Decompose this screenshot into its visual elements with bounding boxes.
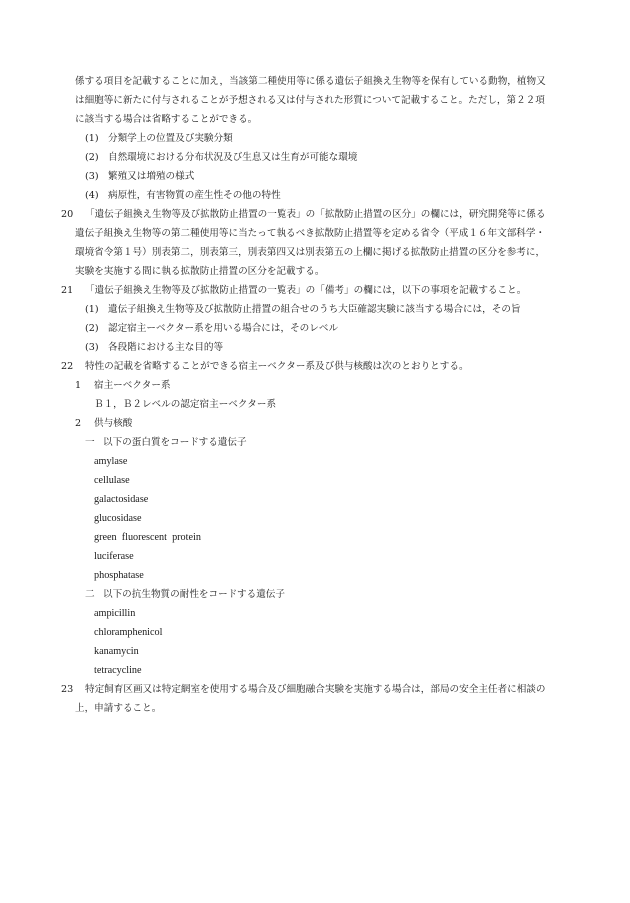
section-21-item-1-num: (1) <box>85 304 99 315</box>
intro-item-4-num: (4) <box>85 190 99 201</box>
intro-item-2: 自然環境における分布状況及び生息又は生育が可能な環境 <box>108 152 358 163</box>
section-22-sub-2-title: 供与核酸 <box>94 418 133 429</box>
section-22-text: 特性の記載を省略することができる宿主ーベクター系及び供与核酸は次のとおりとする。 <box>85 361 469 372</box>
group-a-num: 一 <box>85 437 95 448</box>
intro-item-1: 分類学上の位置及び実験分類 <box>108 133 233 144</box>
section-20-line-3: 環境省令第１号）別表第二，別表第三，別表第四又は別表第五の上欄に掲げる拡散防止措置の区分を参考に， <box>75 247 546 258</box>
section-22-sub-1-num: 1 <box>75 380 82 391</box>
group-b-title: 以下の抗生物質の耐性をコードする遺伝子 <box>103 589 285 600</box>
section-20-line-2: 遺伝子組換え生物等の第二種使用等に当たって執るべき拡散防止措置等を定める省令（平成１６年文部科学・ <box>75 228 546 239</box>
intro-line-1: 係する項目を記載することに加え，当該第二種使用等に係る遺伝子組換え生物等を保有している動物，植物又 <box>75 76 546 87</box>
intro-line-3: に該当する場合は省略することができる。 <box>75 114 258 125</box>
section-20-line-4: 実験を実施する間に執る拡散防止措置の区分を記載する。 <box>75 266 325 277</box>
gene-item: ampicillin <box>94 608 136 619</box>
group-b-num: 二 <box>85 589 95 600</box>
gene-item: cellulase <box>94 475 130 486</box>
gene-item: galactosidase <box>94 494 149 505</box>
section-21-item-2: 認定宿主ーベクター系を用いる場合には，そのレベル <box>108 323 339 334</box>
intro-line-2: は細胞等に新たに付与されることが予想される又は付与された形質について記載すること。ただし，第２２項 <box>75 95 545 106</box>
section-23-number: 23 <box>61 684 74 695</box>
section-23-line-2: 上，申請すること。 <box>75 703 162 714</box>
gene-item: glucosidase <box>94 513 142 524</box>
gene-item: tetracycline <box>94 665 142 676</box>
section-21-item-1: 遺伝子組換え生物等及び拡散防止措置の組合せのうち大臣確認実験に該当する場合には，その旨 <box>108 304 521 315</box>
section-21-number: 21 <box>61 285 74 296</box>
section-22-sub-2-num: 2 <box>75 418 82 429</box>
gene-item: luciferase <box>94 551 134 562</box>
intro-item-2-num: (2) <box>85 152 99 163</box>
section-21-item-3-num: (3) <box>85 342 99 353</box>
intro-item-3-num: (3) <box>85 171 99 182</box>
section-22-sub-1-body: Ｂ１，Ｂ２レベルの認定宿主ーベクター系 <box>94 399 277 410</box>
gene-item: phosphatase <box>94 570 144 581</box>
intro-item-3: 繁殖又は増殖の様式 <box>108 171 195 182</box>
section-21-item-3: 各段階における主な目的等 <box>108 342 224 353</box>
section-21-item-2-num: (2) <box>85 323 99 334</box>
intro-item-4: 病原性，有害物質の産生性その他の特性 <box>108 190 281 201</box>
section-23-line-1: 特定飼育区画又は特定網室を使用する場合及び細胞融合実験を実施する場合は，部局の安全主任者に相談の <box>85 684 546 695</box>
gene-item: amylase <box>94 456 128 467</box>
group-a-title: 以下の蛋白質をコードする遺伝子 <box>103 437 247 448</box>
gene-item: kanamycin <box>94 646 139 657</box>
intro-item-1-num: (1) <box>85 133 99 144</box>
section-22-number: 22 <box>61 361 74 372</box>
gene-item: chloramphenicol <box>94 627 163 638</box>
section-20-line-1: 「遺伝子組換え生物等及び拡散防止措置の一覧表」の「拡散防止措置の区分」の欄には，研究開発等に係る <box>85 209 546 220</box>
section-20-number: 20 <box>61 209 74 220</box>
section-21-text: 「遺伝子組換え生物等及び拡散防止措置の一覧表」の「備考」の欄には，以下の事項を記載すること。 <box>85 285 527 296</box>
gene-item: green fluorescent protein <box>94 532 201 543</box>
section-22-sub-1-title: 宿主ーベクター系 <box>94 380 171 391</box>
